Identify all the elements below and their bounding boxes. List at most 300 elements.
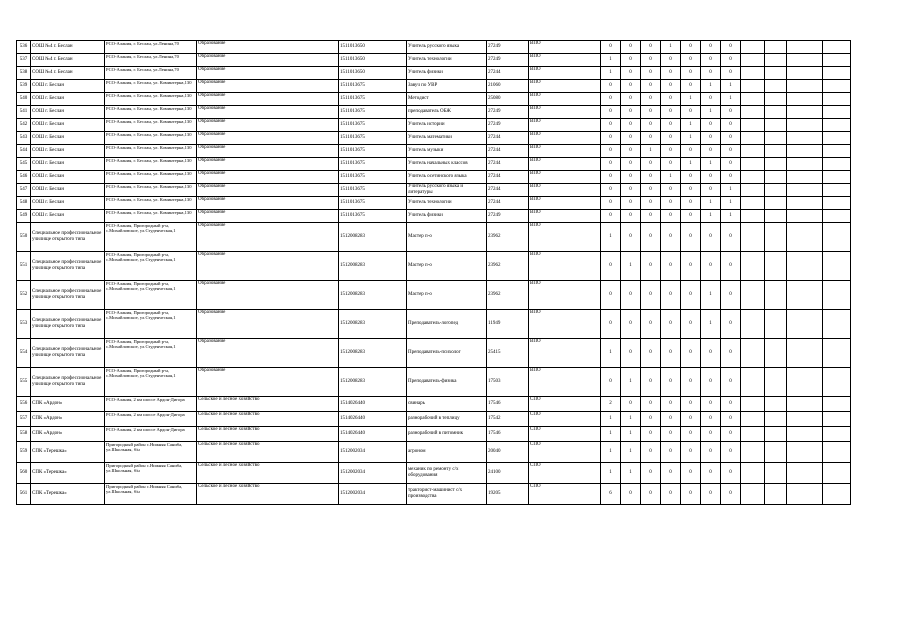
value-cell: 1 (621, 463, 641, 484)
empty-cell (741, 197, 765, 210)
row-number-cell: 538 (17, 67, 31, 80)
inn-cell: 1511013675 (339, 80, 407, 93)
value-cell: 1 (621, 252, 641, 281)
value-cell: 0 (681, 54, 701, 67)
organization-cell: СОШ г. Беслан (31, 184, 105, 197)
sector-cell: Сельское и лесное хозяйство (197, 463, 339, 484)
value-cell: 0 (621, 484, 641, 505)
value-cell: 0 (721, 252, 741, 281)
okpdtr-cell: 24100 (487, 463, 529, 484)
empty-cell (823, 171, 851, 184)
value-cell: 0 (621, 171, 641, 184)
value-cell: 0 (641, 119, 661, 132)
empty-cell (765, 368, 787, 397)
education-cell: ВПО (529, 158, 601, 171)
empty-cell (787, 119, 823, 132)
empty-cell (787, 132, 823, 145)
value-cell: 0 (701, 171, 721, 184)
value-cell: 1 (661, 41, 681, 54)
value-cell: 0 (661, 210, 681, 223)
address-cell: РСО-Алания, Пригородный р-н, с.Михайловское, ул.Студенческая,1 (105, 339, 197, 368)
address-cell: РСО-Алания, г. Беслан, ул. Коминтерна,130 (105, 119, 197, 132)
empty-cell (787, 427, 823, 442)
empty-cell (823, 54, 851, 67)
inn-cell: 1511013650 (339, 41, 407, 54)
empty-cell (765, 223, 787, 252)
position-cell: Учитель истории (407, 119, 487, 132)
table-row (17, 427, 851, 442)
value-cell: 0 (661, 119, 681, 132)
value-cell: 1 (601, 442, 621, 463)
table-row (17, 184, 851, 197)
position-cell: Мастер п-о (407, 223, 487, 252)
value-cell: 0 (701, 339, 721, 368)
table-row (17, 171, 851, 184)
row-number-cell: 552 (17, 281, 31, 310)
empty-cell (765, 106, 787, 119)
okpdtr-cell: 17503 (487, 368, 529, 397)
empty-cell (765, 132, 787, 145)
value-cell: 0 (721, 132, 741, 145)
empty-cell (741, 145, 765, 158)
value-cell: 2 (601, 397, 621, 412)
address-cell: РСО-Алания, г. Беслан, ул. Коминтерна,130 (105, 145, 197, 158)
value-cell: 0 (601, 252, 621, 281)
value-cell: 0 (621, 281, 641, 310)
inn-cell: 1511013675 (339, 184, 407, 197)
inn-cell: 1512008283 (339, 281, 407, 310)
row-number-cell: 557 (17, 412, 31, 427)
value-cell: 0 (721, 442, 741, 463)
value-cell: 0 (641, 484, 661, 505)
value-cell: 0 (641, 158, 661, 171)
value-cell: 0 (681, 197, 701, 210)
position-cell: Преподаватель-логопед (407, 310, 487, 339)
empty-cell (741, 184, 765, 197)
row-number-cell: 546 (17, 171, 31, 184)
table-row (17, 145, 851, 158)
value-cell: 0 (721, 339, 741, 368)
education-cell: СПО (529, 442, 601, 463)
empty-cell (787, 223, 823, 252)
empty-cell (823, 93, 851, 106)
okpdtr-cell: 27244 (487, 184, 529, 197)
empty-cell (765, 210, 787, 223)
value-cell: 1 (681, 158, 701, 171)
value-cell: 0 (601, 197, 621, 210)
empty-cell (787, 484, 823, 505)
address-cell: Пригородный район с.Нижняя Саниба, ул.Школьная, б/н (105, 463, 197, 484)
value-cell: 0 (721, 119, 741, 132)
empty-cell (787, 67, 823, 80)
value-cell: 0 (661, 339, 681, 368)
empty-cell (741, 339, 765, 368)
value-cell: 1 (641, 145, 661, 158)
table-row (17, 442, 851, 463)
position-cell: агроном (407, 442, 487, 463)
empty-cell (741, 54, 765, 67)
sector-cell: Образование (197, 197, 339, 210)
organization-cell: Специальное профессиональное училище открытого типа (31, 339, 105, 368)
value-cell: 0 (601, 80, 621, 93)
value-cell: 0 (681, 281, 701, 310)
value-cell: 0 (701, 484, 721, 505)
empty-cell (787, 210, 823, 223)
organization-cell: СОШ г. Беслан (31, 93, 105, 106)
value-cell: 0 (601, 210, 621, 223)
position-cell: разнорабочий в питомник (407, 427, 487, 442)
sector-cell: Сельское и лесное хозяйство (197, 427, 339, 442)
empty-cell (765, 197, 787, 210)
position-cell: Учитель начальных классов (407, 158, 487, 171)
table-row (17, 310, 851, 339)
value-cell: 0 (721, 41, 741, 54)
value-cell: 0 (601, 93, 621, 106)
value-cell: 0 (721, 67, 741, 80)
value-cell: 0 (681, 184, 701, 197)
value-cell: 0 (661, 197, 681, 210)
position-cell: преподаватель ОБЖ (407, 106, 487, 119)
empty-cell (787, 54, 823, 67)
education-cell: ВПО (529, 223, 601, 252)
row-number-cell: 553 (17, 310, 31, 339)
value-cell: 1 (601, 223, 621, 252)
value-cell: 0 (621, 80, 641, 93)
value-cell: 1 (681, 93, 701, 106)
empty-cell (787, 310, 823, 339)
empty-cell (823, 145, 851, 158)
value-cell: 1 (601, 427, 621, 442)
row-number-cell: 550 (17, 223, 31, 252)
inn-cell: 1512008283 (339, 339, 407, 368)
organization-cell: СПК «Ардон» (31, 427, 105, 442)
value-cell: 1 (721, 80, 741, 93)
value-cell: 0 (641, 412, 661, 427)
table-row (17, 119, 851, 132)
organization-cell: СПК «Ардон» (31, 412, 105, 427)
address-cell: Пригородный район с.Нижняя Саниба, ул.Школьная, б/н (105, 484, 197, 505)
okpdtr-cell: 11949 (487, 310, 529, 339)
inn-cell: 1511013650 (339, 54, 407, 67)
value-cell: 0 (621, 41, 641, 54)
value-cell: 0 (721, 463, 741, 484)
empty-cell (765, 171, 787, 184)
sector-cell: Сельское и лесное хозяйство (197, 484, 339, 505)
value-cell: 0 (661, 184, 681, 197)
value-cell: 0 (721, 106, 741, 119)
row-number-cell: 537 (17, 54, 31, 67)
value-cell: 0 (641, 197, 661, 210)
okpdtr-cell: 27244 (487, 158, 529, 171)
value-cell: 0 (701, 463, 721, 484)
address-cell: РСО-Алания, г. Беслан, ул. Коминтерна,130 (105, 197, 197, 210)
value-cell: 0 (621, 132, 641, 145)
value-cell: 0 (641, 223, 661, 252)
table-row (17, 93, 851, 106)
value-cell: 0 (621, 339, 641, 368)
education-cell: ВПО (529, 119, 601, 132)
row-number-cell: 536 (17, 41, 31, 54)
education-cell: ВПО (529, 93, 601, 106)
empty-cell (765, 54, 787, 67)
okpdtr-cell: 25415 (487, 339, 529, 368)
sector-cell: Образование (197, 171, 339, 184)
sector-cell: Образование (197, 252, 339, 281)
value-cell: 0 (701, 119, 721, 132)
organization-cell: СОШ №4 г. Беслан (31, 41, 105, 54)
address-cell: РСО-Алания, г. Беслан, ул.Ленина,70 (105, 41, 197, 54)
value-cell: 0 (661, 427, 681, 442)
inn-cell: 1511013675 (339, 93, 407, 106)
value-cell: 1 (681, 132, 701, 145)
sector-cell: Образование (197, 210, 339, 223)
empty-cell (823, 412, 851, 427)
position-cell: Мастер п-о (407, 281, 487, 310)
value-cell: 0 (621, 54, 641, 67)
education-cell: СПО (529, 412, 601, 427)
value-cell: 0 (641, 252, 661, 281)
empty-cell (787, 184, 823, 197)
row-number-cell: 548 (17, 197, 31, 210)
value-cell: 0 (661, 397, 681, 412)
inn-cell: 1512008283 (339, 223, 407, 252)
value-cell: 0 (661, 412, 681, 427)
value-cell: 0 (661, 223, 681, 252)
table-row (17, 281, 851, 310)
organization-cell: СОШ г. Беслан (31, 210, 105, 223)
address-cell: РСО-Алания, г. Беслан, ул. Коминтерна,130 (105, 93, 197, 106)
education-cell: ВПО (529, 368, 601, 397)
table-row (17, 397, 851, 412)
empty-cell (741, 412, 765, 427)
table-row (17, 463, 851, 484)
education-cell: ВПО (529, 171, 601, 184)
empty-cell (765, 252, 787, 281)
value-cell: 0 (721, 281, 741, 310)
organization-cell: Специальное профессиональное училище открытого типа (31, 310, 105, 339)
value-cell: 0 (601, 171, 621, 184)
empty-cell (741, 368, 765, 397)
okpdtr-cell: 27244 (487, 67, 529, 80)
position-cell: Учитель технологии (407, 197, 487, 210)
empty-cell (741, 484, 765, 505)
value-cell: 0 (661, 54, 681, 67)
value-cell: 1 (621, 368, 641, 397)
empty-cell (823, 106, 851, 119)
value-cell: 1 (701, 80, 721, 93)
position-cell: Завуч по УВР (407, 80, 487, 93)
empty-cell (741, 310, 765, 339)
organization-cell: СПК «Терешка» (31, 463, 105, 484)
position-cell: Преподаватель-психолог (407, 339, 487, 368)
value-cell: 0 (681, 252, 701, 281)
table-row (17, 80, 851, 93)
empty-cell (741, 106, 765, 119)
value-cell: 0 (701, 67, 721, 80)
value-cell: 0 (701, 223, 721, 252)
inn-cell: 1511013675 (339, 106, 407, 119)
value-cell: 0 (621, 93, 641, 106)
sector-cell: Образование (197, 158, 339, 171)
empty-cell (823, 67, 851, 80)
organization-cell: СОШ г. Беслан (31, 132, 105, 145)
value-cell: 0 (621, 106, 641, 119)
value-cell: 0 (721, 484, 741, 505)
empty-cell (765, 145, 787, 158)
empty-cell (741, 67, 765, 80)
address-cell: РСО-Алания, Пригородный р-н, с.Михайловское, ул.Студенческая,1 (105, 368, 197, 397)
value-cell: 0 (601, 119, 621, 132)
education-cell: ВПО (529, 339, 601, 368)
address-cell: РСО-Алания, г. Беслан, ул.Ленина,70 (105, 67, 197, 80)
value-cell: 0 (641, 41, 661, 54)
inn-cell: 1514026440 (339, 427, 407, 442)
organization-cell: СОШ г. Беслан (31, 80, 105, 93)
sector-cell: Образование (197, 310, 339, 339)
position-cell: Учитель математики (407, 132, 487, 145)
address-cell: РСО-Алания, 2 км шоссе Ардон-Дигора (105, 397, 197, 412)
empty-cell (741, 463, 765, 484)
row-number-cell: 549 (17, 210, 31, 223)
inn-cell: 1511013675 (339, 197, 407, 210)
education-cell: СПО (529, 463, 601, 484)
education-cell: ВПО (529, 67, 601, 80)
position-cell: Учитель физики (407, 67, 487, 80)
address-cell: РСО-Алания, г. Беслан, ул.Ленина,70 (105, 54, 197, 67)
value-cell: 0 (681, 310, 701, 339)
okpdtr-cell: 23962 (487, 281, 529, 310)
inn-cell: 1512002034 (339, 484, 407, 505)
value-cell: 0 (681, 463, 701, 484)
value-cell: 1 (621, 442, 641, 463)
document-page (16, 40, 886, 505)
row-number-cell: 547 (17, 184, 31, 197)
inn-cell: 1512008283 (339, 252, 407, 281)
value-cell: 0 (621, 397, 641, 412)
value-cell: 0 (601, 310, 621, 339)
value-cell: 1 (701, 310, 721, 339)
value-cell: 0 (661, 310, 681, 339)
sector-cell: Образование (197, 80, 339, 93)
okpdtr-cell: 27244 (487, 171, 529, 184)
inn-cell: 1512008283 (339, 310, 407, 339)
organization-cell: СОШ г. Беслан (31, 106, 105, 119)
value-cell: 0 (701, 93, 721, 106)
value-cell: 0 (641, 397, 661, 412)
position-cell: Учитель русского языка (407, 41, 487, 54)
empty-cell (765, 427, 787, 442)
value-cell: 0 (641, 368, 661, 397)
value-cell: 0 (661, 158, 681, 171)
organization-cell: Специальное профессиональное училище открытого типа (31, 252, 105, 281)
value-cell: 0 (681, 339, 701, 368)
education-cell: СПО (529, 427, 601, 442)
position-cell: Учитель русского языка и литературы (407, 184, 487, 197)
value-cell: 0 (621, 223, 641, 252)
inn-cell: 1514026440 (339, 412, 407, 427)
value-cell: 0 (601, 184, 621, 197)
inn-cell: 1511013650 (339, 67, 407, 80)
organization-cell: Специальное профессиональное училище открытого типа (31, 281, 105, 310)
empty-cell (823, 184, 851, 197)
okpdtr-cell: 27249 (487, 41, 529, 54)
value-cell: 0 (661, 252, 681, 281)
value-cell: 0 (621, 158, 641, 171)
empty-cell (823, 132, 851, 145)
value-cell: 0 (681, 427, 701, 442)
empty-cell (765, 93, 787, 106)
value-cell: 0 (641, 339, 661, 368)
education-cell: ВПО (529, 145, 601, 158)
value-cell: 0 (641, 171, 661, 184)
value-cell: 0 (721, 145, 741, 158)
address-cell: РСО-Алания, Пригородный р-н, с.Михайловское, ул.Студенческая,1 (105, 310, 197, 339)
empty-cell (823, 310, 851, 339)
empty-cell (787, 41, 823, 54)
empty-cell (823, 158, 851, 171)
value-cell: 0 (721, 310, 741, 339)
value-cell: 0 (641, 442, 661, 463)
value-cell: 1 (701, 158, 721, 171)
empty-cell (823, 442, 851, 463)
address-cell: РСО-Алания, Пригородный р-н, с.Михайловское, ул.Студенческая,1 (105, 223, 197, 252)
okpdtr-cell: 27244 (487, 145, 529, 158)
value-cell: 0 (641, 210, 661, 223)
value-cell: 0 (641, 93, 661, 106)
sector-cell: Образование (197, 67, 339, 80)
address-cell: РСО-Алания, г. Беслан, ул. Коминтерна,130 (105, 132, 197, 145)
value-cell: 0 (601, 41, 621, 54)
okpdtr-cell: 17542 (487, 412, 529, 427)
inn-cell: 1512008283 (339, 368, 407, 397)
value-cell: 0 (681, 442, 701, 463)
okpdtr-cell: 27249 (487, 119, 529, 132)
value-cell: 0 (681, 145, 701, 158)
sector-cell: Образование (197, 132, 339, 145)
empty-cell (765, 484, 787, 505)
value-cell: 1 (701, 281, 721, 310)
value-cell: 0 (661, 145, 681, 158)
position-cell: Преподаватель-физика (407, 368, 487, 397)
empty-cell (765, 397, 787, 412)
sector-cell: Сельское и лесное хозяйство (197, 442, 339, 463)
value-cell: 0 (601, 145, 621, 158)
address-cell: РСО-Алания, 2 км шоссе Ардон-Дигора (105, 412, 197, 427)
value-cell: 0 (601, 281, 621, 310)
value-cell: 0 (621, 145, 641, 158)
value-cell: 0 (681, 41, 701, 54)
empty-cell (787, 93, 823, 106)
organization-cell: Специальное профессиональное училище открытого типа (31, 368, 105, 397)
value-cell: 0 (701, 252, 721, 281)
value-cell: 0 (641, 184, 661, 197)
organization-cell: СОШ г. Беслан (31, 158, 105, 171)
value-cell: 0 (601, 368, 621, 397)
value-cell: 6 (601, 484, 621, 505)
education-cell: ВПО (529, 252, 601, 281)
sector-cell: Образование (197, 54, 339, 67)
table-row (17, 67, 851, 80)
empty-cell (741, 93, 765, 106)
value-cell: 0 (701, 145, 721, 158)
inn-cell: 1511013675 (339, 158, 407, 171)
okpdtr-cell: 27249 (487, 210, 529, 223)
value-cell: 0 (721, 412, 741, 427)
row-number-cell: 541 (17, 106, 31, 119)
empty-cell (765, 310, 787, 339)
value-cell: 1 (601, 463, 621, 484)
value-cell: 0 (721, 158, 741, 171)
